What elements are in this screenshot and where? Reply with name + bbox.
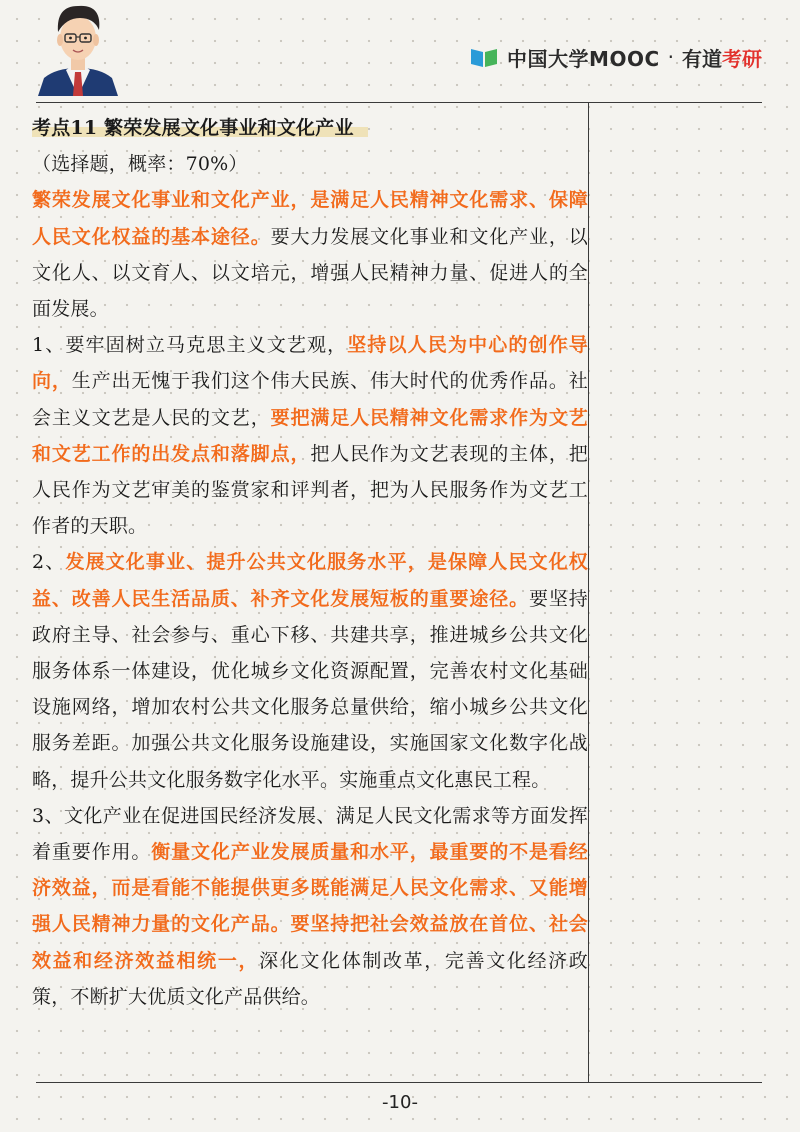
point-1-paragraph [32,327,588,544]
point-2-paragraph [32,544,588,797]
point-1-highlight-b: 要把满足人民精神文化需求作为文艺和文艺工作的出发点和落脚点， [32,406,588,465]
frame-bottom-rule [36,1082,762,1083]
point-3-text-b: 深化文化体制改革，完善文化经济政策，不断扩大优质文化产品供给。 [32,949,588,1008]
intro-highlight: 繁荣发展文化事业和文化产业，是满足人民精神文化需求、保障人民文化权益的基本途径。 [32,189,588,248]
point-2-highlight: 发展文化事业、提升公共文化服务水平，是保障人民文化权益、改善人民生活品质、补齐文化发展短板的重要途径。 [32,551,588,610]
brand-kaoyan-text: 考研 [722,46,762,71]
section-heading: 考点11 繁荣发展文化事业和文化产业 [32,117,368,139]
teacher-avatar [36,0,120,96]
point-3-highlight: 衡量文化产业发展质量和水平，最重要的不是看经济效益，而是看能不能提供更多既能满足人民文化需求、又能增强人民精神力量的文化产品。要坚持把社会效益放在首位、社会效益和经济效益相统一， [32,841,589,972]
avatar-illustration-icon [36,0,120,96]
point-1-text-a: 1、要牢固树立马克思主义文艺观， [32,334,348,357]
point-1-text-b: 生产出无愧于我们这个伟大民族、伟大时代的优秀作品。社会主义文艺是人民的文艺， [32,370,588,429]
point-2-text: 要坚持政府主导、社会参与、重心下移、共建共享，推进城乡公共文化服务体系一体建设，优化城乡文化资源配置，完善农村文化基础设施网络，增加农村公共文化服务总量供给，缩小城乡公共文化服务差距。加强公共文化服务设施建设，实施国家文化数字化战略，提升公共文化服务数字化水平。实施重点文化惠民工程。 [32,587,588,791]
brand-youdao-text: 有道 [682,46,722,71]
brand-separator: · [667,45,674,69]
brand-mooc-text: 中国大学MOOC [507,46,660,71]
point-1-highlight-a: 坚持以人民为中心的创作导向， [32,334,588,393]
frame-margin-rule [588,102,589,1082]
section-subheading: （选择题，概率：70%） [32,153,248,176]
mooc-book-icon [469,45,499,69]
section-heading-row [32,110,588,146]
intro-paragraph [32,182,588,327]
point-3-paragraph [32,798,588,1015]
page-number: -10- [382,1092,418,1113]
point-2-number: 2、 [32,551,66,574]
frame-top-rule [36,102,762,103]
intro-text: 要大力发展文化事业和文化产业，以文化人、以文育人、以文培元，增强人民精神力量、促进人的全面发展。 [32,225,588,321]
brand-logo-group [469,42,762,72]
point-3-text-a: 3、文化产业在促进国民经济发展、满足人民文化需求等方面发挥着重要作用。 [32,804,588,864]
main-content [32,110,588,1015]
point-1-text-c: 把人民作为文艺表现的主体，把人民作为文艺审美的鉴赏家和评判者，把为人民服务作为文艺工作者的天职。 [32,442,588,538]
